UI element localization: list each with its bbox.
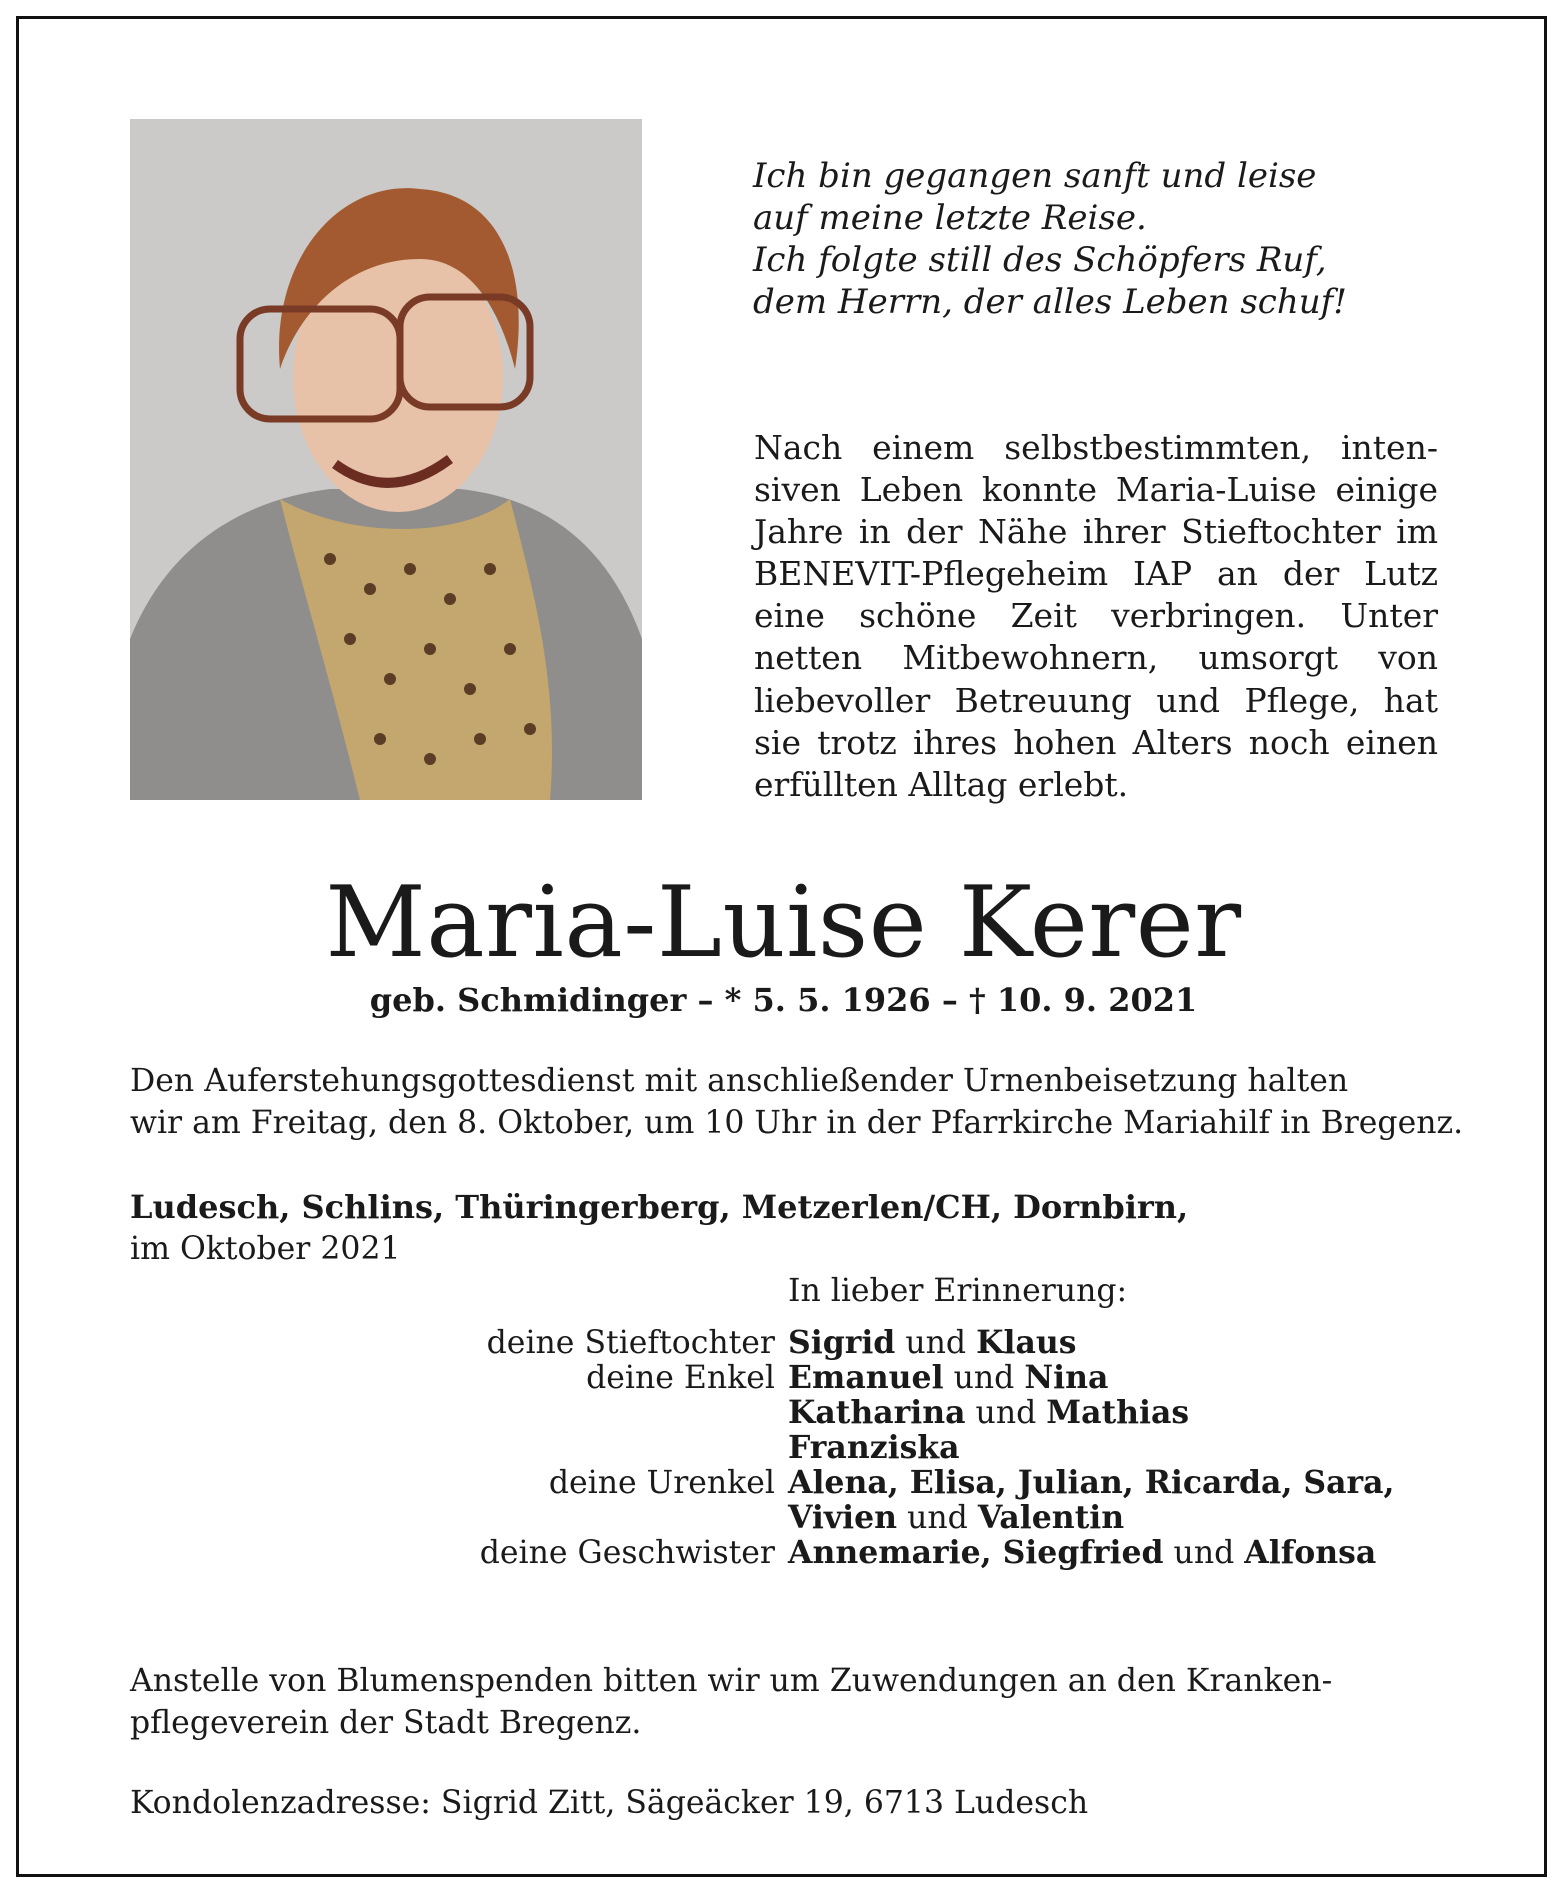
family-names: Emanuel und Nina xyxy=(788,1359,1109,1396)
family-names: Annemarie, Siegfried und Alfonsa xyxy=(788,1534,1377,1571)
deceased-name: Maria-Luise Kerer xyxy=(325,866,1242,980)
biography-paragraph: Nach einem selbstbestimmten, inten- siven Leben konnte Maria-Luise einige Jahre in der Nähe ihrer Stieftochter im BENEVIT-Pflegeheim IAP an der Lutz eine schöne Zeit verbringen. Unter netten Mitbewohnern, umsorgt von liebevoller Betreuung und Pflege, hat sie trotz ihres hohen Alters noch einen erfüllten Alltag erlebt. xyxy=(754,428,1438,804)
places-list: Ludesch, Schlins, Thüringerberg, Metzerlen/CH, Dornbirn, xyxy=(130,1188,1189,1226)
remembrance-heading: In lieber Erinnerung: xyxy=(788,1273,1128,1309)
verse-line: auf meine letzte Reise. xyxy=(753,198,1147,238)
family-names: Katharina und Mathias xyxy=(788,1394,1190,1431)
relation-label: deine Geschwister xyxy=(479,1535,775,1571)
family-names: Sigrid und Klaus xyxy=(788,1324,1077,1361)
condolence-address: Kondolenzadresse: Sigrid Zitt, Sägeäcker 19, 6713 Ludesch xyxy=(130,1785,1089,1821)
donation-line: pflegeverein der Stadt Bregenz. xyxy=(130,1705,642,1741)
birth-death-dates: geb. Schmidinger – * 5. 5. 1926 – † 10. 9. 2021 xyxy=(369,981,1198,1019)
family-names: Alena, Elisa, Julian, Ricarda, Sara, xyxy=(788,1464,1395,1501)
family-names: Franziska xyxy=(788,1429,960,1466)
relation-label: deine Stieftochter xyxy=(486,1325,775,1361)
verse-line: dem Herrn, der alles Leben schuf! xyxy=(753,282,1347,322)
relation-label: deine Urenkel xyxy=(548,1465,775,1501)
notice-date: im Oktober 2021 xyxy=(130,1231,401,1267)
donation-request xyxy=(130,1660,1440,1744)
portrait-photo xyxy=(130,119,642,800)
family-names: Vivien und Valentin xyxy=(788,1499,1125,1536)
portrait-illustration xyxy=(130,119,642,800)
donation-line: Anstelle von Blumenspenden bitten wir um Zuwendungen an den Kranken- xyxy=(130,1663,1333,1699)
funeral-service-info xyxy=(130,1060,1464,1144)
verse-line: Ich bin gegangen sanft und leise xyxy=(753,156,1317,196)
verse xyxy=(753,155,1453,323)
family-row xyxy=(0,1532,1567,1574)
service-line: Den Auferstehungsgottesdienst mit anschließender Urnenbeisetzung halten xyxy=(130,1063,1349,1099)
verse-line: Ich folgte still des Schöpfers Ruf, xyxy=(753,240,1327,280)
relation-label: deine Enkel xyxy=(586,1360,775,1396)
service-line: wir am Freitag, den 8. Oktober, um 10 Uhr in der Pfarrkirche Mariahilf in Bregenz. xyxy=(130,1105,1464,1141)
